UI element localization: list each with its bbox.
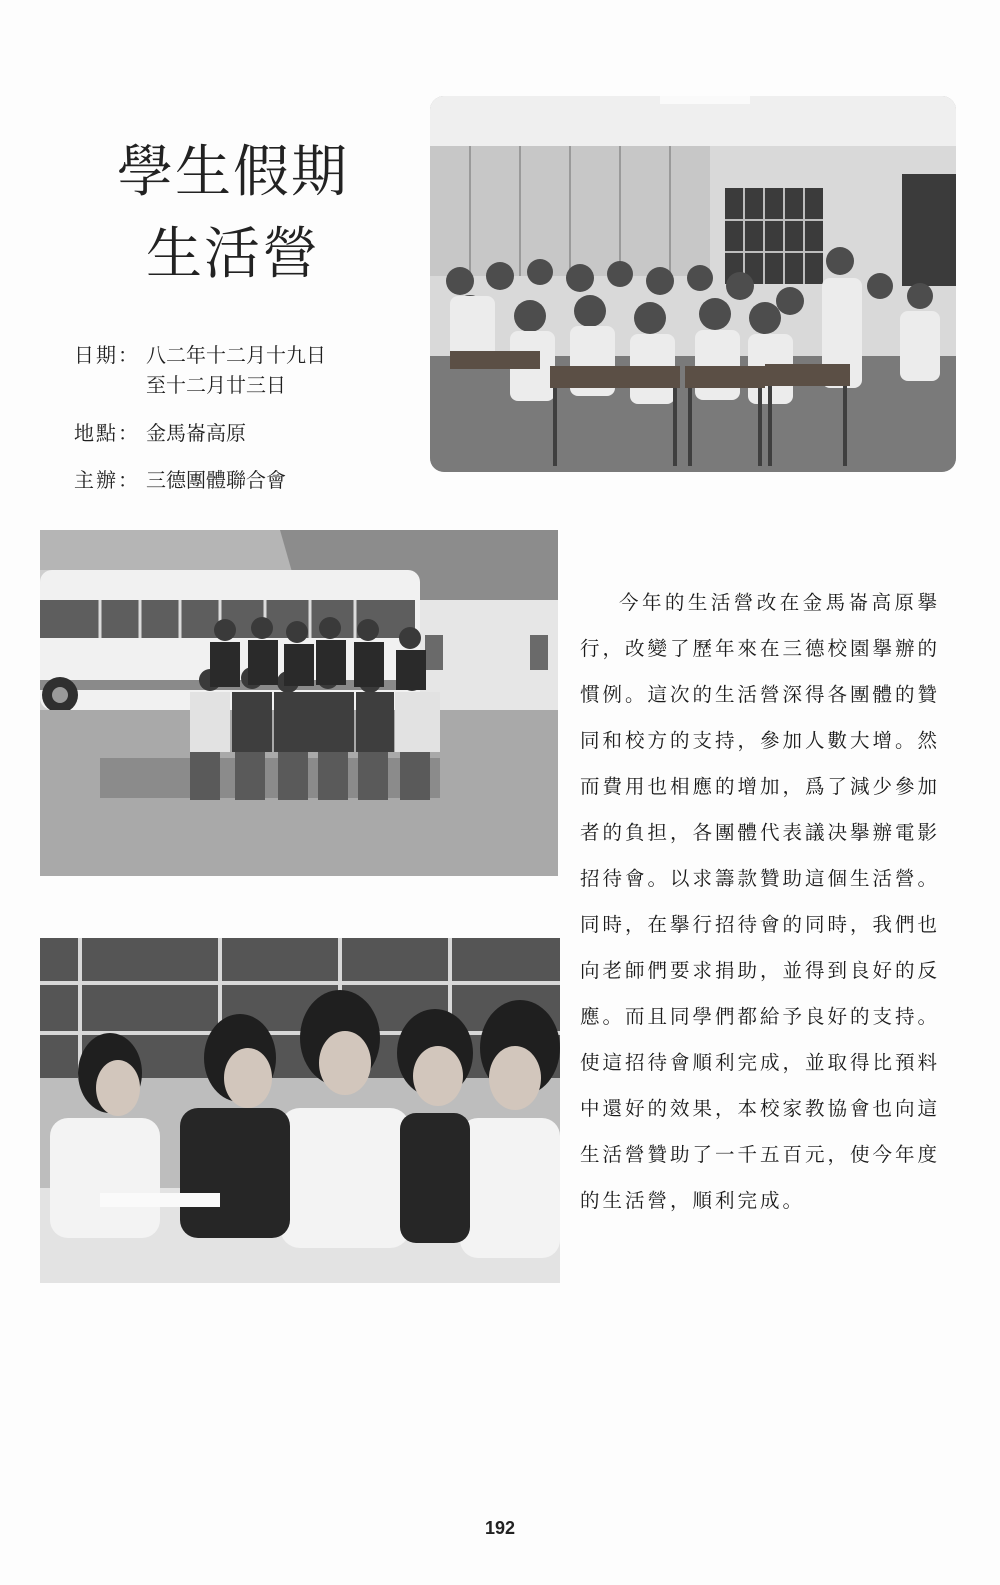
group-photo-bus (40, 530, 558, 876)
organizer-label: 主辦： (74, 468, 140, 492)
page-title (108, 132, 358, 296)
date-label: 日期： (74, 343, 140, 367)
article-body: 今年的生活營改在金馬崙高原擧行，改變了歷年來在三德校園擧辦的慣例。這次的生活營深得各團體的贊同和校方的支持，參加人數大增。然而費用也相應的增加，爲了減少參加者的負担，各團體代表議决擧辦電影招待會。以求籌款贊助這個生活營。同時，在擧行招待會的同時，我們也向老師們要求捐助，並得到良好的反應。而且同學們都給予良好的支持。使這招待會順利完成，並取得比預料中還好的效果，本校家教協會也向這生活營贊助了一千五百元，使今年度的生活營，順利完成。 (580, 591, 941, 1212)
organizer-value: 三德團體聯合會 (146, 468, 286, 492)
discussion-photo (40, 938, 560, 1283)
date-value: 八二年十二月十九日 (146, 343, 326, 367)
page-number: 192 (484, 1518, 516, 1538)
date-info (74, 340, 326, 400)
date-value-continued: 至十二月廿三日 (146, 373, 286, 397)
title-line-1: 學生假期 (117, 140, 349, 205)
discussion-photo-graphic (40, 938, 560, 1283)
organizer-info (74, 465, 286, 495)
place-label: 地點： (74, 421, 140, 445)
place-value: 金馬崙高原 (146, 421, 246, 445)
group-photo-graphic (40, 530, 558, 876)
place-info (74, 418, 246, 448)
classroom-photo-graphic (430, 96, 956, 472)
title-line-2: 生活營 (146, 222, 320, 287)
classroom-photo (430, 96, 956, 472)
